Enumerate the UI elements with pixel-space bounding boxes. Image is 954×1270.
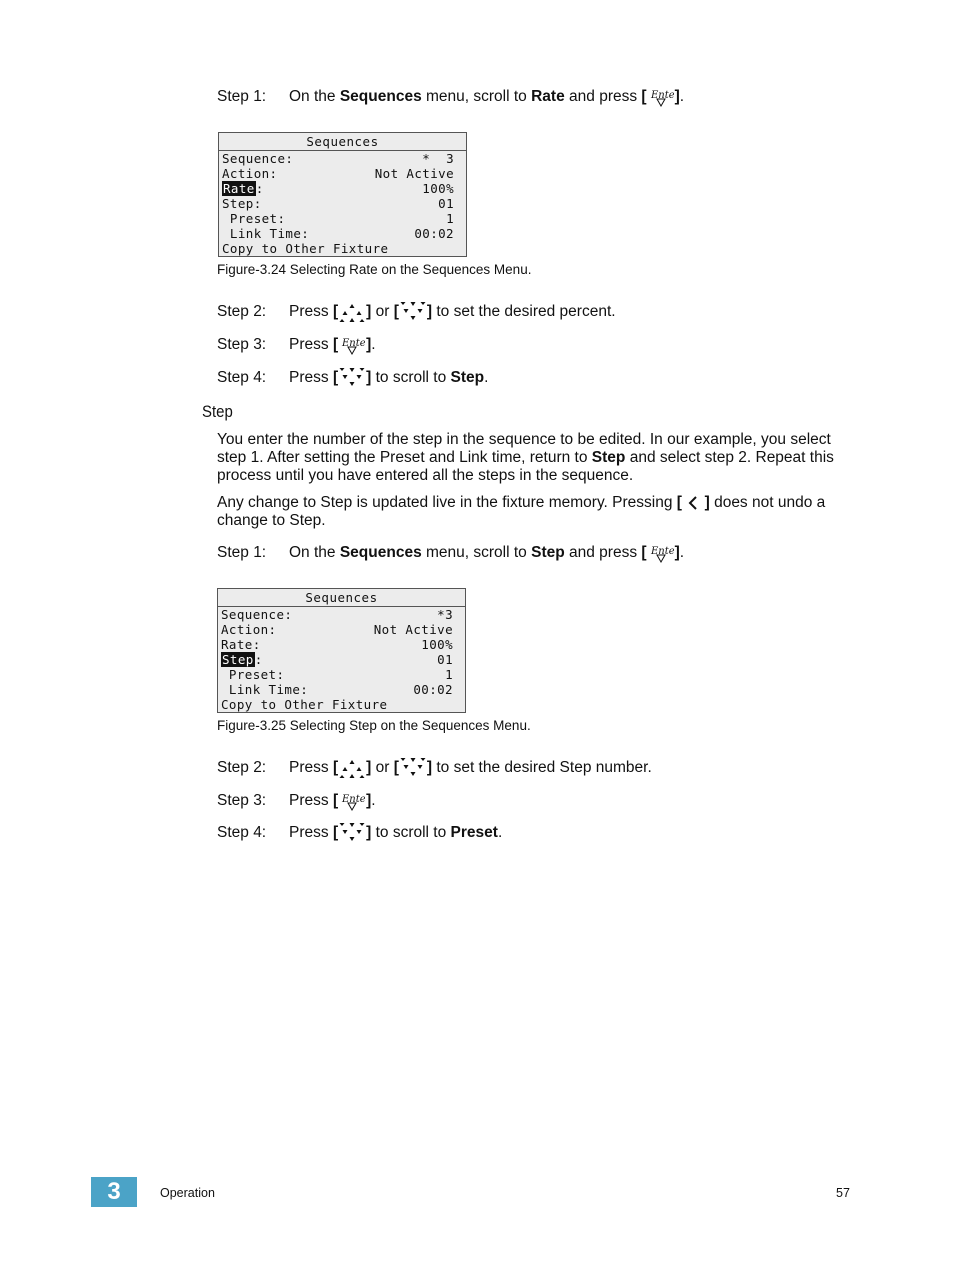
chapter-badge: 3 <box>91 1177 137 1207</box>
lcd-row-sequence: Sequence: *3 <box>221 607 453 622</box>
step-a4: Step 4: Press [ ] to scroll to Step. <box>217 369 489 387</box>
section-heading: Step <box>202 402 233 421</box>
lcd-title: Sequences <box>219 133 466 151</box>
step-a3: Step 3: Press [ ]. <box>217 336 376 354</box>
step-b4: Step 4: Press [ ] to scroll to Preset. <box>217 824 503 842</box>
step-a1: Step 1: On the Sequences menu, scroll to Rate and press [ ]. <box>217 88 685 106</box>
lcd-row-step: Step: 01 <box>222 652 453 667</box>
up-arrows-key-icon <box>339 302 365 322</box>
lcd-row-link-time: Link Time: 00:02 <box>221 682 453 697</box>
step-b3: Step 3: Press [ ]. <box>217 792 376 810</box>
paragraph-2: Any change to Step is updated live in the fixture memory. Pressing [ ] does not undo a change to Step. <box>217 494 826 529</box>
enter-key-icon <box>648 543 674 563</box>
lcd-row-action: Action: Not Active <box>222 166 454 181</box>
enter-key-icon <box>339 791 365 811</box>
lcd-row-preset: Preset: 1 <box>222 211 454 226</box>
step-b2: Step 2: Press [ ] or [ ] to set the desired Step number. <box>217 759 652 777</box>
lcd-row-rate: Rate: 100% <box>221 637 453 652</box>
down-arrows-key-icon <box>339 368 365 388</box>
figure-caption: Figure-3.24 Selecting Rate on the Sequences Menu. <box>217 262 532 277</box>
down-arrows-key-icon <box>400 758 426 778</box>
enter-key-icon <box>648 87 674 107</box>
lcd-row-copy: Copy to Other Fixture <box>221 697 388 712</box>
footer-section: Operation <box>160 1186 215 1200</box>
down-arrows-key-icon <box>339 823 365 843</box>
lcd-highlight: Rate <box>223 181 255 196</box>
up-arrows-key-icon <box>339 758 365 778</box>
lcd-row-sequence: Sequence: * 3 <box>222 151 454 166</box>
step-b1: Step 1: On the Sequences menu, scroll to Step and press [ ]. <box>217 544 685 562</box>
lcd-sequences-step <box>217 588 466 713</box>
lcd-row-step: Step: 01 <box>222 196 454 211</box>
lcd-row-rate: Rate: 100% <box>223 181 454 196</box>
lcd-row-copy: Copy to Other Fixture <box>222 241 389 256</box>
lcd-title: Sequences <box>218 589 465 607</box>
enter-key-icon <box>339 335 365 355</box>
page-number: 57 <box>836 1186 850 1200</box>
lcd-row-action: Action: Not Active <box>221 622 453 637</box>
down-arrows-key-icon <box>400 302 426 322</box>
lcd-row-preset: Preset: 1 <box>221 667 453 682</box>
lcd-row-link-time: Link Time: 00:02 <box>222 226 454 241</box>
lcd-highlight: Step <box>222 652 254 667</box>
figure-caption: Figure-3.25 Selecting Step on the Sequences Menu. <box>217 718 531 733</box>
step-a2: Step 2: Press [ ] or [ ] to set the desired percent. <box>217 303 616 321</box>
back-chevron-icon <box>687 495 699 511</box>
paragraph-1: You enter the number of the step in the sequence to be edited. In our example, you select step 1. After setting the Preset and Link time, return to Step and select step 2. Repeat this process until you have entered all the steps in the sequence. <box>217 431 834 484</box>
lcd-sequences-rate <box>218 132 467 257</box>
